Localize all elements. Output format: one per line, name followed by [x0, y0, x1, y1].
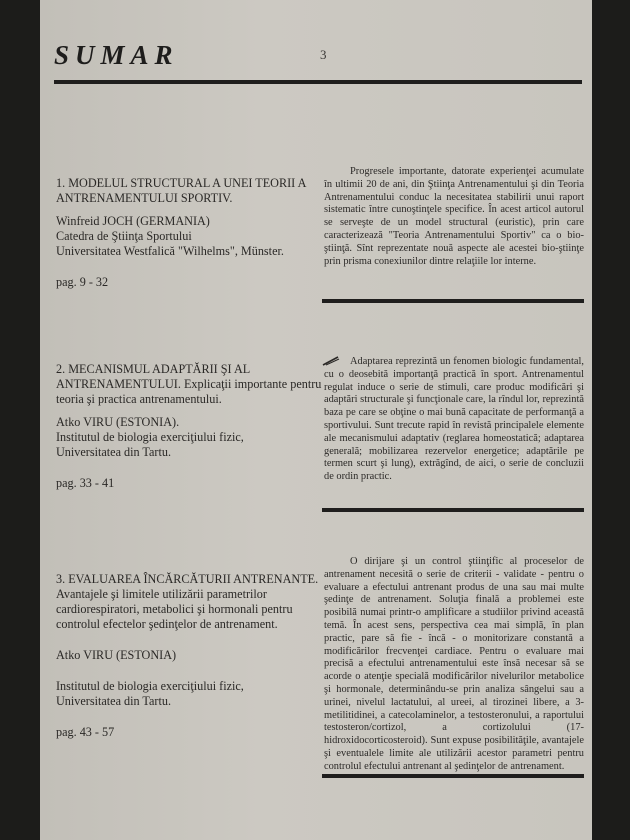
toc-entry-1[interactable]	[56, 176, 326, 290]
entry-1-rule	[322, 299, 584, 303]
entry-2-affiliation: Institutul de biologia exerciţiului fizic,	[56, 430, 244, 444]
entry-1-abstract: Progresele importante, datorate experienţei acumulate în ultimii 20 de ani, din Ştiinţa Antrenamentului şi din Teoria Antrenamentului conduc la necesitatea stabilirii unui raport sistematic între cunoştinţele specifice. În acest articol autorul se serveşte de un model structural (euristic), prin care caracterizează "Teoria Antrenamentului Sportiv" ca o bio-ştiinţă. Sînt reprezentate nouă aspecte ale acestei bio-ştiinţe prin prisma conexiunilor dintre relaţiile lor interne.	[324, 166, 584, 267]
entry-3-author: Atko VIRU (ESTONIA)	[56, 648, 177, 662]
toc-entry-3[interactable]	[56, 572, 326, 740]
entry-3-affiliation: Institutul de biologia exerciţiului fizic,	[56, 679, 244, 693]
entry-2-pages: pag. 33 - 41	[56, 476, 115, 490]
entry-3-abstract: O dirijare şi un control ştiinţific al proceselor de antrenament necesită o serie de criterii - validate - pentru o evaluare a efectului antrenant produs de una sau mai multe şedinţe de antrenament. Soluţia finală a problemei este posibilă numai printr-o amplificare a studiilor privind această temă. În acest sens, perspectiva cea mai simplă, în plan practic, pare să fie - încă - o monitorizare constantă a modificărilor frecvenţei cardiace. Pentru o evaluare mai precisă a efectului antrenamentului este însă necesar să se acorde o atenţie specială modificărilor nivelurilor metabolice şi hormonale, determinându-se prin analiza sângelui sau a urinei, nivelul lactatului, al ureei, al tirozinei libere, a 3-metilitidinei, a catecolaminelor, a testosteronului, a raportului testosteron/cortizol, a cortizolului (17-hidroxidocorticosteroid). Sunt expuse posibilităţile, avantajele şi eventualele limite ale utilizării acestor parametri pentru controlul efectului antrenant al şedinţelor de antrenament.	[324, 556, 584, 772]
toc-entry-2[interactable]	[56, 362, 326, 491]
entry-3-heading: 3. EVALUAREA ÎNCĂRCĂTURII ANTRENANTE. Avantajele şi limitele utilizării parametrilor cardiorespiratori, metabolici şi hormonali pentru controlul efectelor şedinţelor de antrenament.	[56, 572, 319, 631]
magazine-page	[40, 0, 592, 840]
page-number: 3	[320, 47, 327, 62]
entry-2-heading: 2. MECANISMUL ADAPTĂRII ŞI AL ANTRENAMENTULUI. Explicaţii importante pentru teoria şi practica antrenamentului.	[56, 362, 322, 406]
entry-2-rule	[322, 508, 584, 512]
entry-1-heading: 1. MODELUL STRUCTURAL A UNEI TEORII A ANTRENAMENTULUI SPORTIV.	[56, 176, 306, 205]
entry-3-affiliation-2: Universitatea din Tartu.	[56, 694, 172, 708]
entry-2-affiliation-2: Universitatea din Tartu.	[56, 445, 172, 459]
entry-2-abstract: Adaptarea reprezintă un fenomen biologic fundamental, cu o deosebită importanţă practică în sport. Antrenamentul regulat induce o serie de stimuli, care produc modificări şi adaptări structurale şi funcţionale care, la rîndul lor, reprezintă baza pe care se obţine o mai bună capacitate de performanţă a sportivului. Sunt trecute rapid în revistă principalele elemente ale mecanismului adaptativ (reglarea homeostatică; adaptarea generală; mobilizarea rezervelor energetice; adaptările pe termen scurt şi lung), extrăgînd, de aici, o serie de concluzii de ordin practic.	[324, 356, 584, 483]
entry-2-author: Atko VIRU (ESTONIA).	[56, 415, 180, 429]
entry-1-affiliation: Catedra de Ştiinţa Sportului	[56, 229, 192, 243]
header-rule	[54, 80, 582, 84]
entry-3-rule	[322, 774, 584, 778]
entry-1-pages: pag. 9 - 32	[56, 275, 109, 289]
entry-3-pages: pag. 43 - 57	[56, 725, 115, 739]
entry-1-author: Winfreid JOCH (GERMANIA)	[56, 214, 210, 228]
entry-1-affiliation-2: Universitatea Westfalică "Wilhelms", Münster.	[56, 244, 284, 258]
page-title: SUMAR	[54, 40, 179, 70]
